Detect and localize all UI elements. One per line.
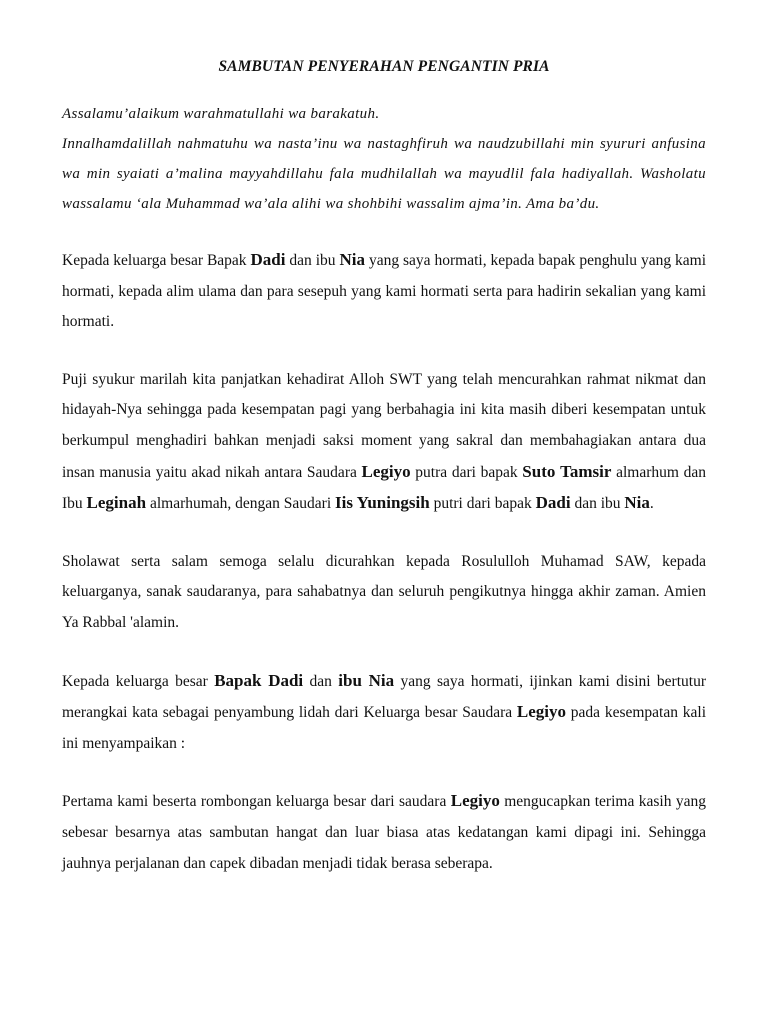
- name-emphasis: Leginah: [86, 493, 147, 513]
- name-emphasis: Suto Tamsir: [522, 461, 612, 481]
- text-span: pada kesempatan kali ini menyampaikan :: [62, 704, 706, 752]
- paragraph-sholawat: [62, 547, 706, 639]
- name-emphasis: Legiyo: [361, 461, 411, 481]
- text-span: .: [649, 495, 654, 513]
- opening-salam: Assalamu’alaikum warahmatullahi wa barakatuh.: [62, 106, 380, 122]
- text-span: Kepada keluarga besar: [62, 672, 215, 690]
- text-span: almarhum dan Ibu: [62, 463, 706, 513]
- name-emphasis: Nia: [624, 493, 650, 513]
- text-span: Kepada keluarga besar Bapak: [62, 252, 251, 269]
- opening-greeting: [62, 99, 706, 219]
- text-span: putra dari bapak: [410, 463, 523, 481]
- paragraph-introduction: [62, 666, 706, 760]
- text-span: Pertama kami beserta rombongan keluarga besar dari saudara: [62, 793, 451, 811]
- document-page: [62, 58, 706, 906]
- name-emphasis: ibu Nia: [338, 670, 395, 690]
- name-emphasis: Iis Yuningsih: [335, 493, 430, 513]
- text-span: almarhumah, dengan Saudari: [146, 495, 336, 513]
- text-span: dan: [303, 672, 339, 690]
- text-span: putri dari bapak: [429, 495, 536, 513]
- paragraph-thanks: [62, 786, 706, 879]
- name-emphasis: Dadi: [535, 493, 571, 513]
- name-emphasis: Dadi: [250, 250, 286, 269]
- text-span: yang saya hormati, kepada bapak penghulu yang kami hormati, kepada alim ulama dan para sesepuh yang kami hormati serta para hadirin sekalian yang kami hormati.: [62, 252, 707, 331]
- text-span: yang saya hormati, ijinkan kami disini bertutur merangkai kata sebagai penyambung lidah dari Keluarga besar Saudara: [62, 672, 706, 722]
- text-span: mengucapkan terima kasih yang sebesar besarnya atas sambutan hangat dan luar biasa atas kedatangan kami dipagi ini. Sehingga jauhnya perjalanan dan capek dibadan menjadi tidak berasa seberapa.: [62, 793, 706, 872]
- name-emphasis: Legiyo: [516, 702, 567, 722]
- text-span: Sholawat serta salam semoga selalu dicurahkan kepada Rosululloh Muhamad SAW, kepada keluarganya, sanak saudaranya, para sahabatnya dan seluruh pengikutnya hingga akhir zaman. Amien Ya Rabbal 'alamin.: [62, 552, 706, 631]
- text-span: dan ibu: [285, 252, 340, 269]
- document-title: SAMBUTAN PENYERAHAN PENGANTIN PRIA: [218, 58, 550, 75]
- paragraph-gratitude: [62, 365, 706, 520]
- name-emphasis: Bapak Dadi: [214, 670, 304, 690]
- paragraph-address-hosts: [62, 245, 706, 338]
- name-emphasis: Nia: [339, 250, 365, 269]
- name-emphasis: Legiyo: [450, 791, 500, 811]
- opening-khutbah: Innalhamdalillah nahmatuhu wa nasta’inu wa nastaghfiruh wa naudzubillahi min syururi anfusina wa min syaiati a’malina mayyahdillahu fala mudhilallah wa mayudlil fala hadiyallah. Washolatu wassalamu ‘ala Muhammad wa’ala alihi wa shohbihi wassalim ajma’in. Ama ba’du.: [62, 136, 706, 212]
- text-span: Puji syukur marilah kita panjatkan kehadirat Alloh SWT yang telah mencurahkan rahmat nikmat dan hidayah-Nya sehingga pada kesempatan pagi yang berbahagia ini kita masih diberi kesempatan untuk berkumpul menghadiri bahkan menjadi saksi moment yang sakral dan membahagiakan antara dua insan manusia yaitu akad nikah antara Saudara: [62, 370, 706, 481]
- text-span: dan ibu: [570, 495, 625, 513]
